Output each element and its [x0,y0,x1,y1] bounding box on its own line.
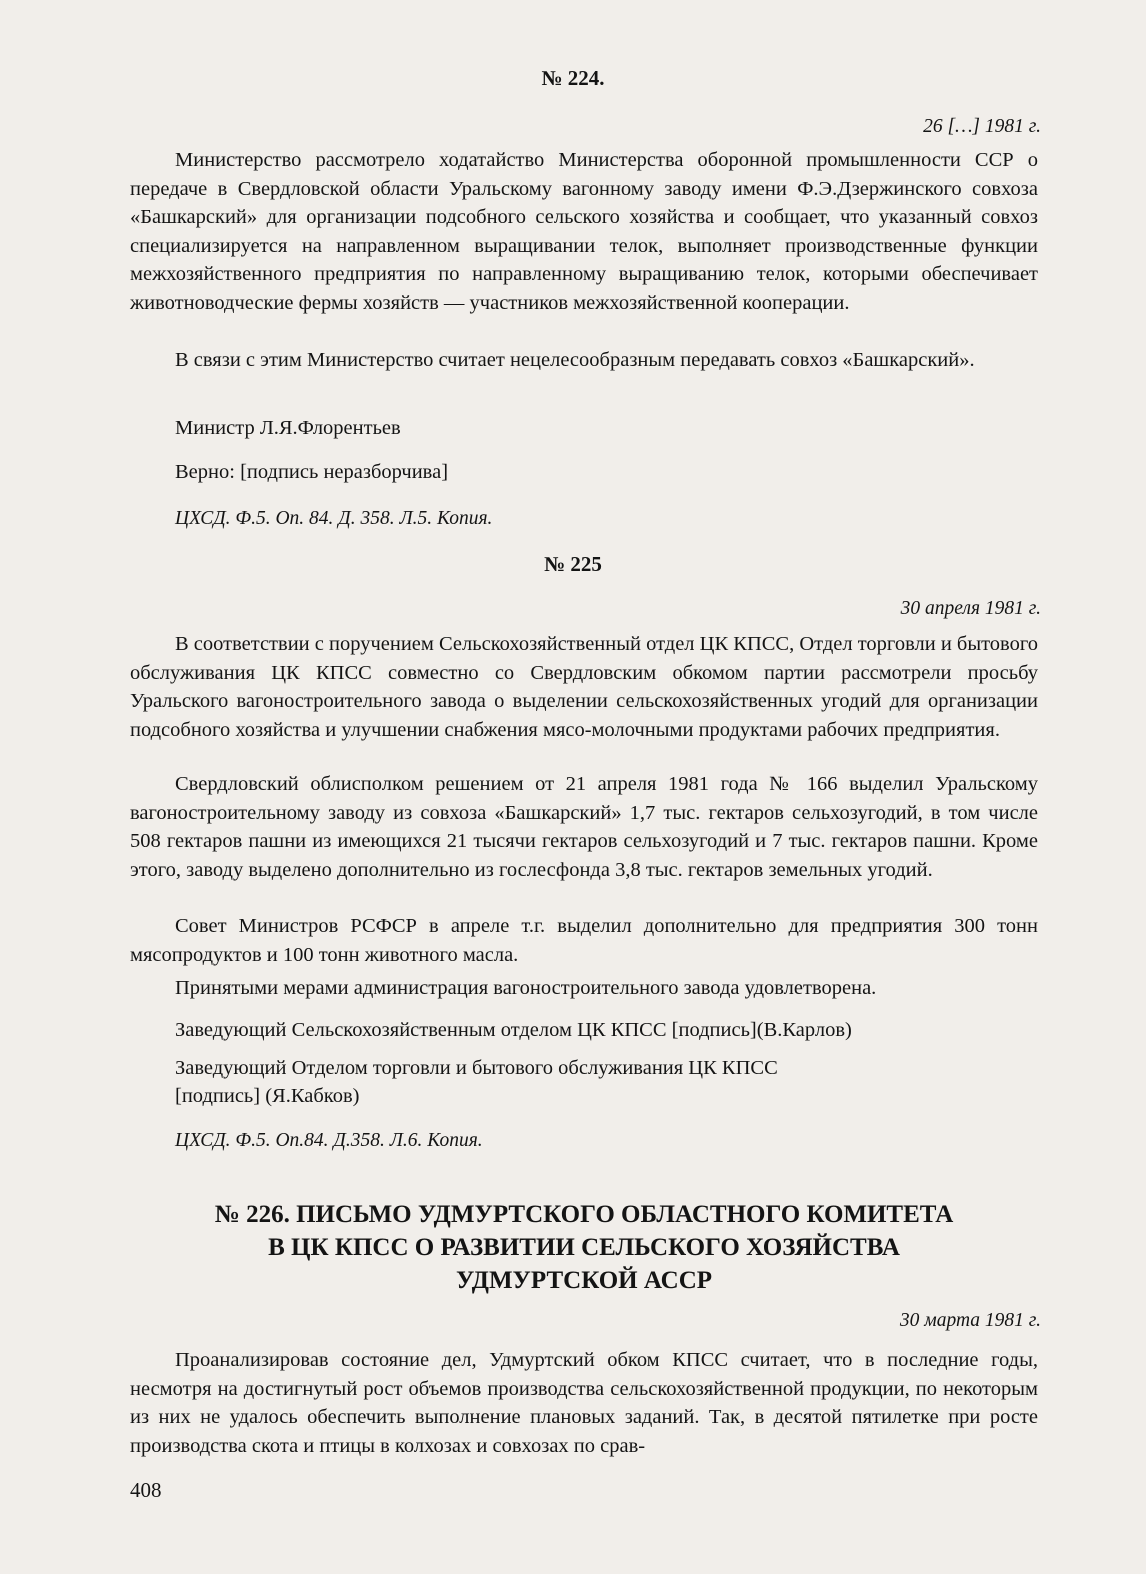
document-225-paragraph-3: Совет Министров РСФСР в апреле т.г. выделил дополнительно для предприятия 300 тонн мясопродуктов и 100 тонн животного масла. [130,915,1038,966]
document-224-verified: Верно: [подпись неразборчива] [175,461,449,483]
document-225-signature-2-name: [подпись] (Я.Кабков) [175,1085,360,1107]
document-226-date: 30 марта 1981 г. [899,1310,1041,1331]
document-225-measures: Принятыми мерами администрация вагоностроительного завода удовлетворена. [175,977,877,999]
document-226-paragraph-1: Проанализировав состояние дел, Удмуртский обком КПСС считает, что в последние годы, несмотря на достигнутый рост объемов производства сельскохозяйственной продукции, по некоторым из них не удалось обеспечить выполнение плановых заданий. Так, в десятой пятилетке при росте производства скота и птицы в колхозах и совхозах по срав- [130,1349,1038,1457]
page-number: 408 [130,1478,162,1502]
document-224-paragraph-1: Министерство рассмотрело ходатайство Министерства оборонной промышленности ССР о передаче в Свердловской области Уральскому вагонному заводу имени Ф.Э.Дзержинского совхоза «Башкарский» для организации подсобного сельского хозяйства и сообщает, что указанный совхоз специализируется на направленном выращивании телок, выполняет производственные функции межхозяйственного предприятия по направленному выращиванию телок, которыми обеспечивает животноводческие фермы хозяйств — участников межхозяйственной кооперации. [130,149,1038,314]
document-224-date: 26 […] 1981 г. [923,116,1041,137]
document-225-paragraph-1: В соответствии с поручением Сельскохозяйственный отдел ЦК КПСС, Отдел торговли и бытового обслуживания ЦК КПСС совместно со Свердловским обкомом партии рассмотрели просьбу Уральского вагоностроительного завода о выделении сельскохозяйственных угодий для организации подсобного хозяйства и улучшении снабжения мясо-молочными продуктами рабочих предприятия. [130,633,1038,741]
document-225-signature-2-title: Заведующий Отделом торговли и бытового обслуживания ЦК КПСС [175,1057,778,1079]
document-225-date: 30 апреля 1981 г. [900,598,1041,619]
document-224-signature: Министр Л.Я.Флорентьев [175,417,401,439]
document-224-number: № 224. [541,66,605,90]
document-224-paragraph-2: В связи с этим Министерство считает нецелесообразным передавать совхоз «Башкарский». [175,349,975,371]
document-224-source: ЦХСД. Ф.5. Оп. 84. Д. 358. Л.5. Копия. [175,508,493,529]
document-225-source: ЦХСД. Ф.5. Оп.84. Д.358. Л.6. Копия. [175,1130,483,1151]
document-226-heading-line-3: УДМУРТСКОЙ АССР [455,1267,713,1294]
document-226-heading-line-1: № 226. ПИСЬМО УДМУРТСКОГО ОБЛАСТНОГО КОМИТЕТА [214,1201,954,1228]
document-225-number: № 225 [544,552,602,576]
document-226-heading-line-2: В ЦК КПСС О РАЗВИТИИ СЕЛЬСКОГО ХОЗЯЙСТВА [268,1234,900,1261]
document-225-signature-1: Заведующий Сельскохозяйственным отделом ЦК КПСС [подпись](В.Карлов) [175,1019,852,1041]
document-225-paragraph-2: Свердловский облисполком решением от 21 апреля 1981 года № 166 выделил Уральскому вагоностроительному заводу из совхоза «Башкарский» 1,7 тыс. гектаров сельхозугодий, в том числе 508 гектаров пашни из имеющихся 21 тысячи гектаров сельхозугодий и 7 тыс. гектаров пашни. Кроме этого, заводу выделено дополнительно из гослесфонда 3,8 тыс. гектаров земельных угодий. [130,773,1038,881]
